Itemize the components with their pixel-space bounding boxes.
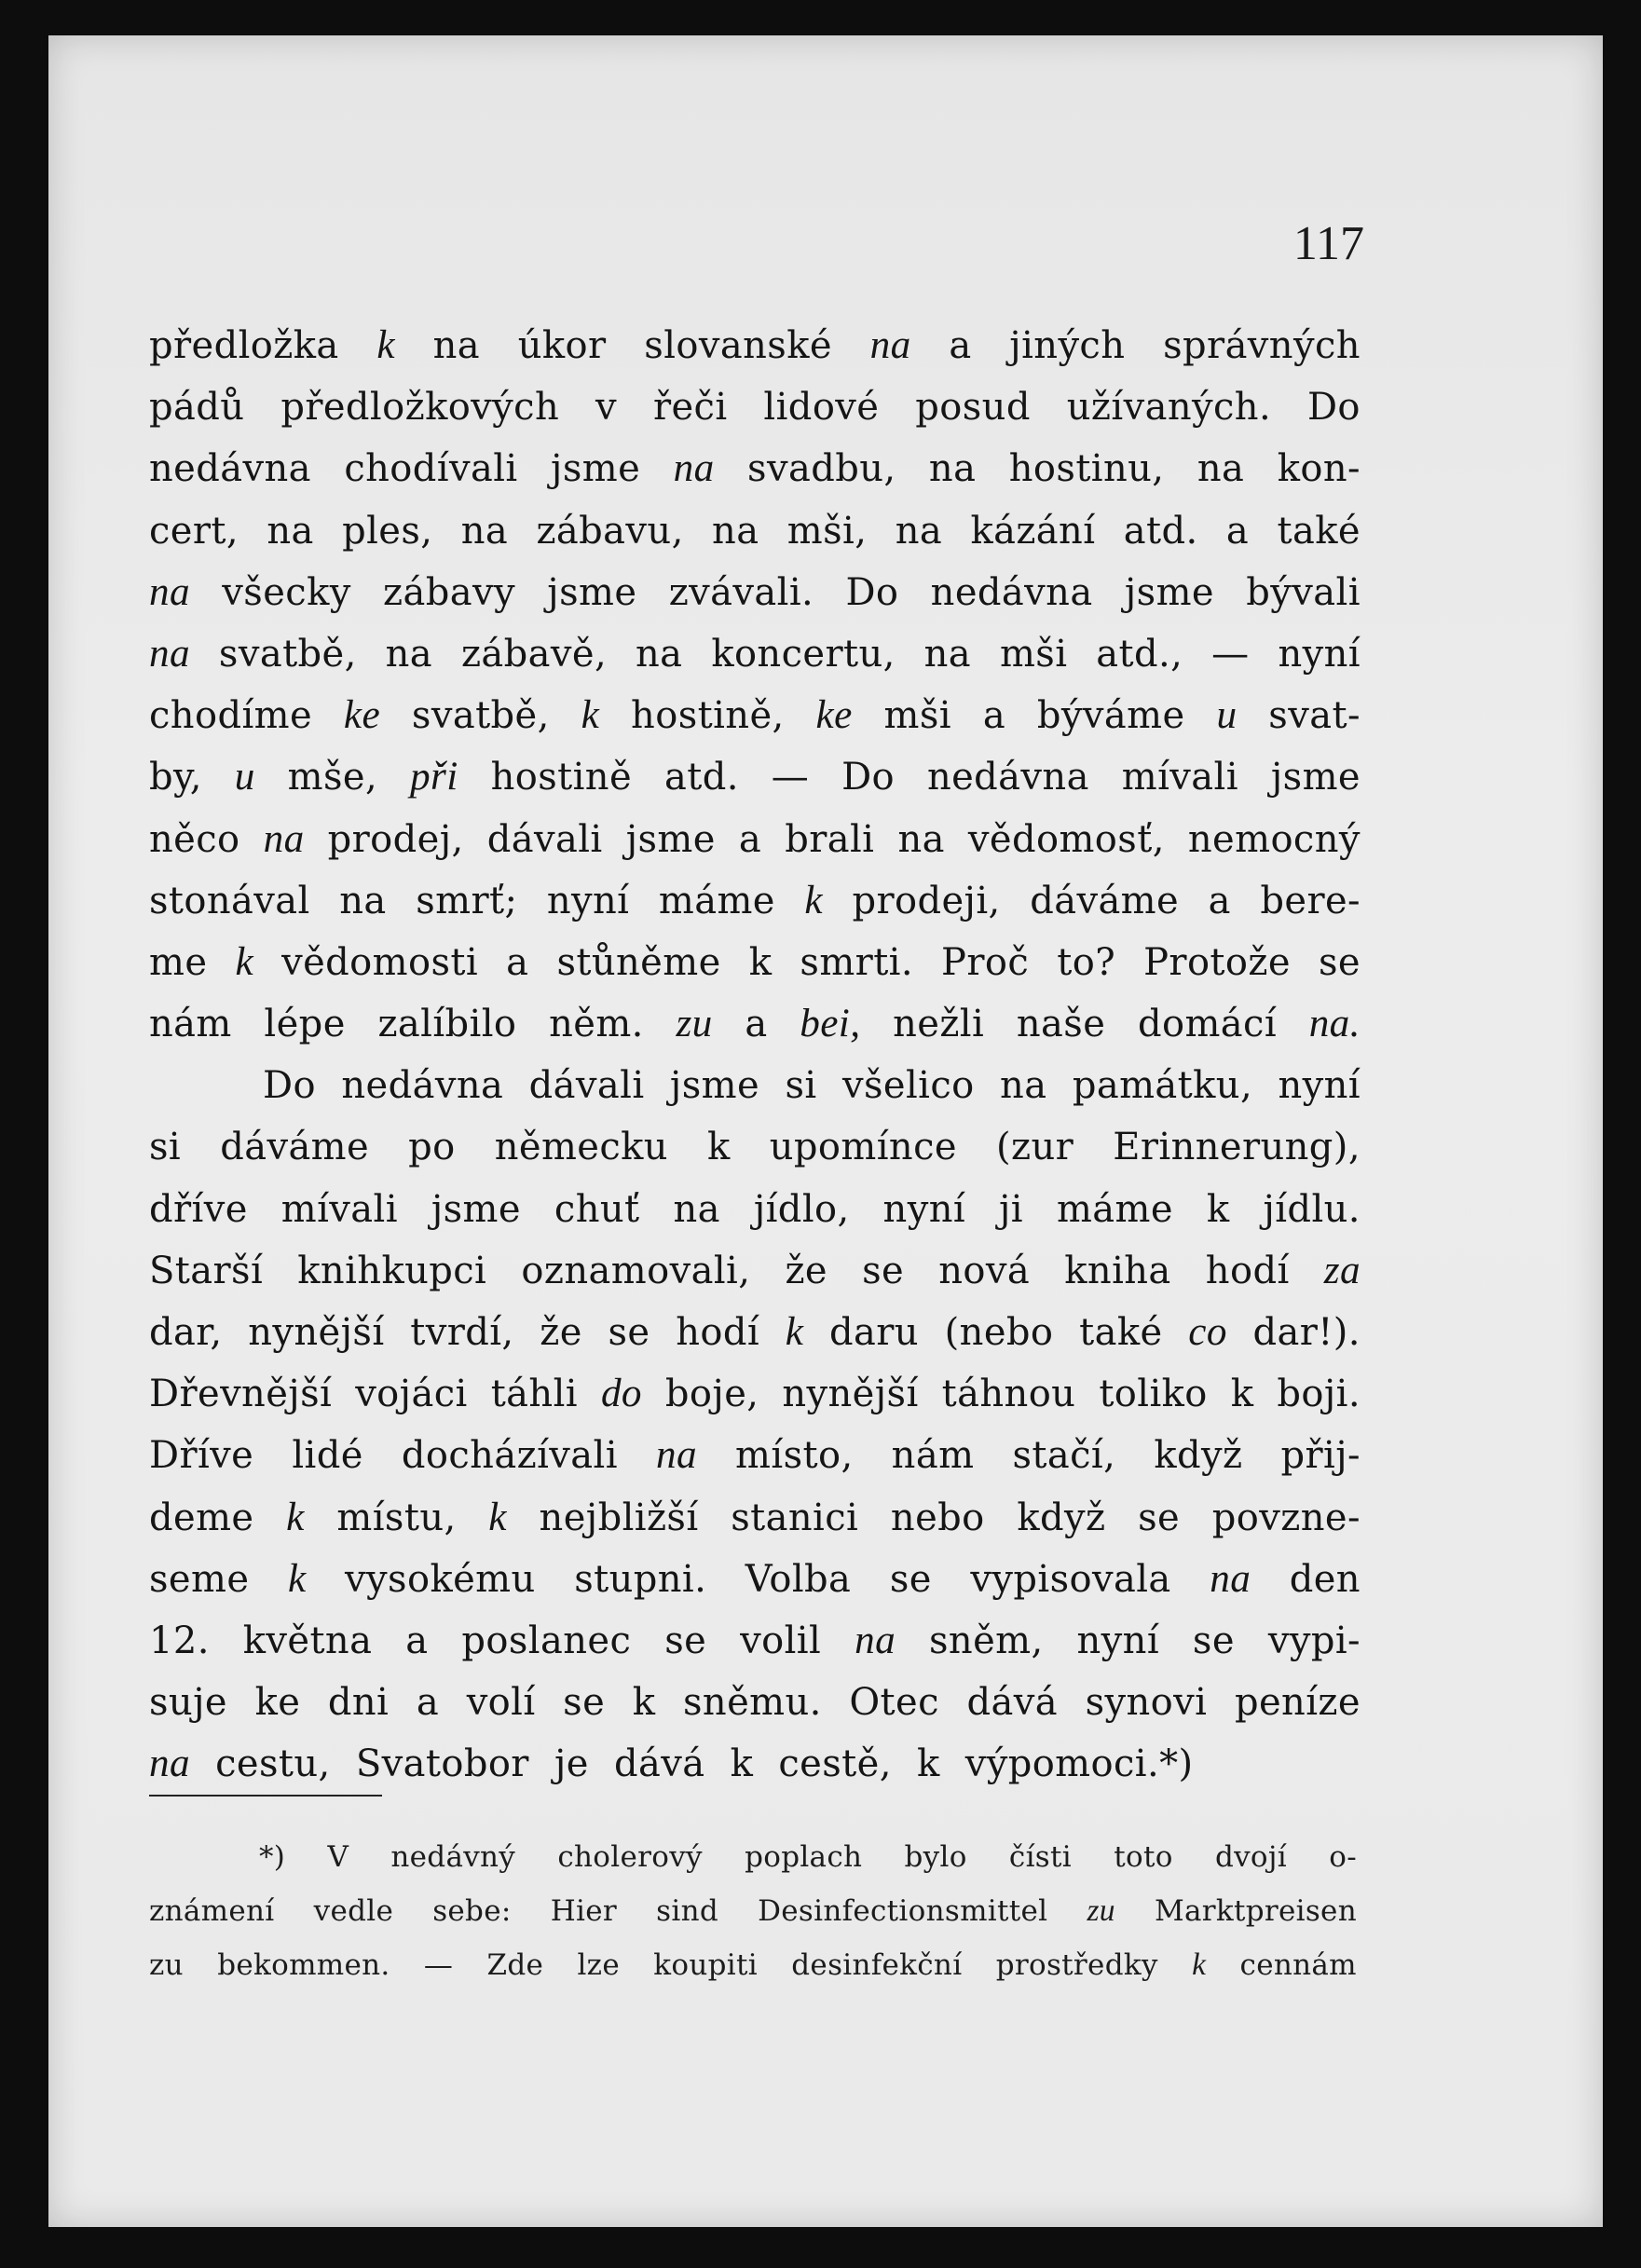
text-line: by, u mše, při hostině atd. — Do nedávna mívali jsme <box>149 755 1361 799</box>
footnote <box>149 1830 1357 1992</box>
text-line: me k vědomosti a stůněme k smrti. Proč to? Protože se <box>149 939 1361 984</box>
footnote-line: zu bekommen. — Zde lze koupiti desinfekční prostředky k cennám <box>149 1947 1357 1982</box>
text-line: suje ke dni a volí se k sněmu. Otec dává synovi peníze <box>149 1681 1361 1725</box>
footnote-line: *) V nedávný cholerový poplach bylo čísti toto dvojí o- <box>259 1840 1357 1874</box>
footnote-separator <box>149 1795 382 1797</box>
text-line: Starší knihkupci oznamovali, že se nová kniha hodí za <box>149 1248 1361 1292</box>
text-line: Dřevnější vojáci táhli do boje, nynější táhnou toliko k boji. <box>149 1372 1361 1416</box>
text-line: pádů předložkových v řeči lidové posud užívaných. Do <box>149 386 1361 430</box>
text-line: něco na prodej, dávali jsme a brali na vědomosť, nemocný <box>149 816 1361 861</box>
text-line: nám lépe zalíbilo něm. zu a bei, nežli naše domácí na. <box>149 1002 1361 1046</box>
page-number: 117 <box>1292 217 1364 270</box>
text-line: na svatbě, na zábavě, na koncertu, na mši atd., — nyní <box>149 631 1361 676</box>
text-line: seme k vysokému stupni. Volba se vypisovala na den <box>149 1556 1361 1601</box>
text-line: cert, na ples, na zábavu, na mši, na kázání atd. a také <box>149 509 1361 553</box>
text-line: na cestu, Svatobor je dává k cestě, k výpomoci. *) <box>149 1742 1194 1786</box>
text-line: předložka k na úkor slovanské na a jiných správných <box>149 323 1361 367</box>
text-line: deme k místu, k nejbližší stanici nebo když se povzne- <box>149 1495 1361 1539</box>
text-line: na všecky zábavy jsme zvávali. Do nedávna jsme bývali <box>149 569 1361 614</box>
text-line: chodíme ke svatbě, k hostině, ke mši a býváme u svat- <box>149 693 1361 738</box>
body-text <box>149 315 1361 1796</box>
text-line: dar, nynější tvrdí, že se hodí k daru (nebo také co dar!). <box>149 1310 1361 1354</box>
text-line: stonával na smrť; nyní máme k prodeji, dáváme a bere- <box>149 878 1361 922</box>
text-line: Do nedávna dávali jsme si všelico na památku, nyní <box>263 1064 1361 1108</box>
text-line: Dříve lidé docházívali na místo, nám stačí, když přij- <box>149 1433 1361 1478</box>
footnote-line: známení vedle sebe: Hier sind Desinfectionsmittel zu Marktpreisen <box>149 1893 1357 1928</box>
text-line: 12. května a poslanec se volil na sněm, nyní se vypi- <box>149 1618 1361 1662</box>
text-line: dříve mívali jsme chuť na jídlo, nyní ji máme k jídlu. <box>149 1187 1361 1231</box>
text-line: si dáváme po německu k upomínce (zur Erinnerung), <box>149 1126 1361 1169</box>
text-line: nedávna chodívali jsme na svadbu, na hostinu, na kon- <box>149 446 1361 491</box>
